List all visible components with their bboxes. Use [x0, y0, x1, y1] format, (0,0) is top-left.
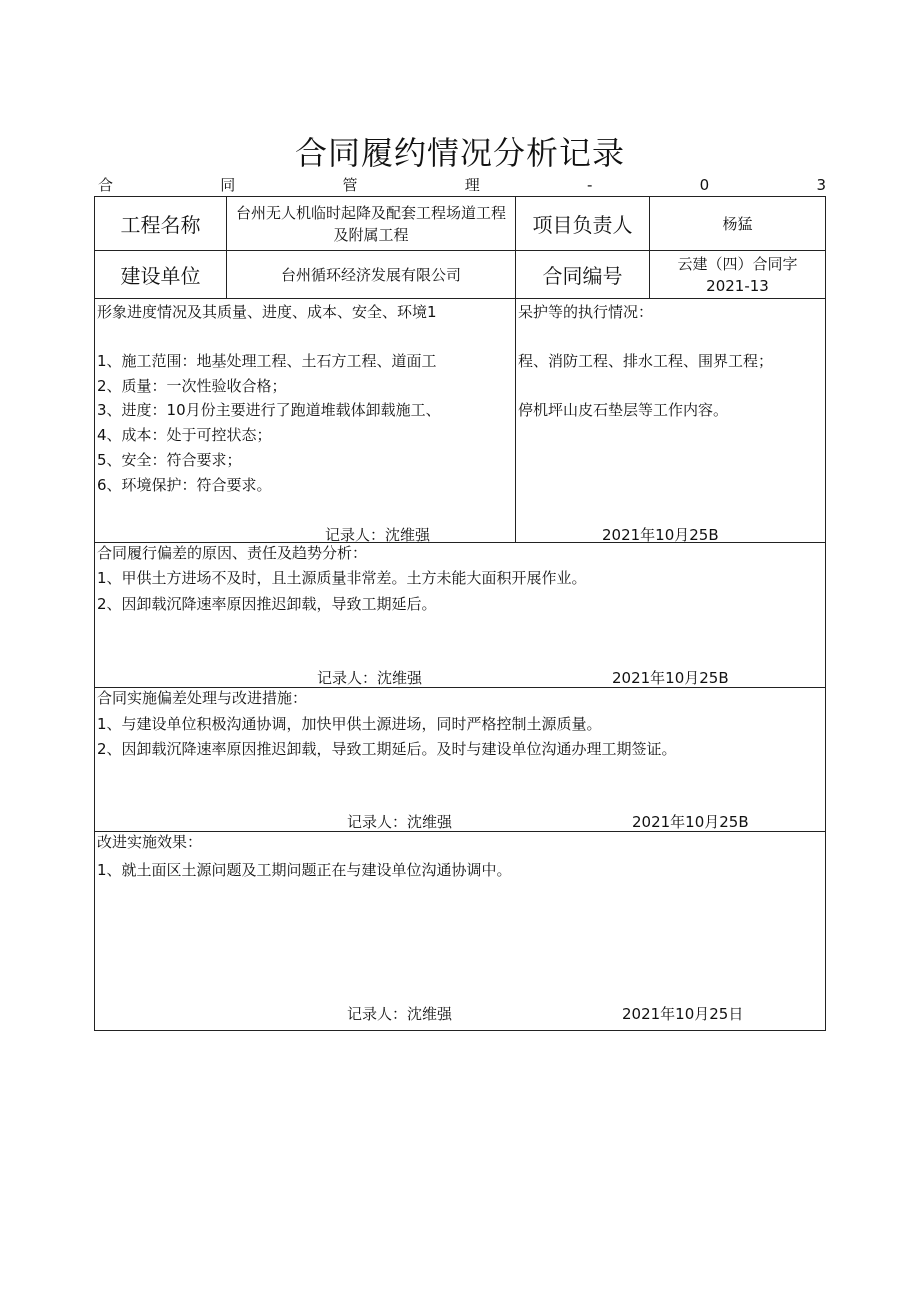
document-code	[98, 175, 826, 195]
recorder: 记录人：沈维强	[347, 1005, 453, 1023]
contract-no-line: 云建（四）合同字	[677, 254, 798, 273]
code-char: 3	[816, 176, 826, 194]
section4-heading: 改进实施效果：	[97, 833, 203, 851]
record-date: 2021年10月25日	[622, 1005, 744, 1023]
list-item: 2、因卸载沉降速率原因推迟卸载，导致工期延后。	[97, 595, 437, 613]
recorder: 记录人：沈维强	[317, 669, 423, 687]
list-item: 1、甲供土方进场不及时，且土源质量非常差。土方未能大面积开展作业。	[97, 569, 587, 587]
project-name-value: 台州无人机临时起降及配套工程场道工程及附属工程	[235, 203, 506, 244]
section2-heading: 合同履行偏差的原因、责任及趋势分析：	[97, 544, 368, 562]
manager-value: 杨猛	[722, 214, 753, 233]
section1-heading: 形象进度情况及其质量、进度、成本、安全、环境1	[97, 303, 437, 321]
list-item: 2、因卸载沉降速率原因推迟卸载，导致工期延后。及时与建设单位沟通办理工期签证。	[97, 740, 677, 758]
recorder: 记录人：沈维强	[347, 813, 453, 831]
list-item: 2、质量：一次性验收合格；	[97, 377, 287, 395]
record-table	[94, 196, 826, 1031]
list-item: 1、就土面区土源问题及工期问题正在与建设单位沟通协调中。	[97, 861, 512, 879]
contract-no-line: 2021-13	[706, 276, 769, 295]
section1-right-heading: 呆护等的执行情况：	[518, 303, 654, 321]
project-name-label: 工程名称	[120, 213, 201, 237]
list-item: 4、成本：处于可控状态；	[97, 426, 272, 444]
list-item: 程、消防工程、排水工程、围界工程；	[518, 352, 774, 370]
row-divider	[95, 298, 825, 299]
recorder: 记录人：沈维强	[325, 526, 431, 544]
record-date: 2021年10月25B	[632, 813, 749, 831]
code-char: -	[587, 176, 593, 194]
code-char: 理	[464, 176, 480, 194]
contract-no-label: 合同编号	[542, 264, 623, 288]
code-char: 同	[220, 176, 236, 194]
owner-value: 台州循环经济发展有限公司	[280, 265, 461, 284]
manager-label: 项目负责人	[532, 213, 633, 237]
section3-heading: 合同实施偏差处理与改进措施：	[97, 689, 308, 707]
list-item: 停机坪山皮石垫层等工作内容。	[518, 401, 729, 419]
code-char: 管	[342, 176, 358, 194]
list-item: 1、施工范围：地基处理工程、土石方工程、道面工	[97, 352, 437, 370]
list-item: 1、与建设单位积极沟通协调，加快甲供土源进场，同时严格控制土源质量。	[97, 715, 602, 733]
contract-no-value	[650, 251, 825, 298]
list-item: 5、安全：符合要求；	[97, 451, 242, 469]
list-item: 6、环境保护：符合要求。	[97, 476, 272, 494]
document-title: 合同履约情况分析记录	[294, 134, 625, 172]
list-item: 3、进度：10月份主要进行了跑道堆载体卸载施工、	[97, 401, 441, 419]
code-char: 0	[699, 176, 710, 194]
code-char: 合	[98, 176, 114, 194]
record-date: 2021年10月25B	[602, 526, 719, 544]
owner-label: 建设单位	[120, 264, 201, 288]
record-date: 2021年10月25B	[612, 669, 729, 687]
